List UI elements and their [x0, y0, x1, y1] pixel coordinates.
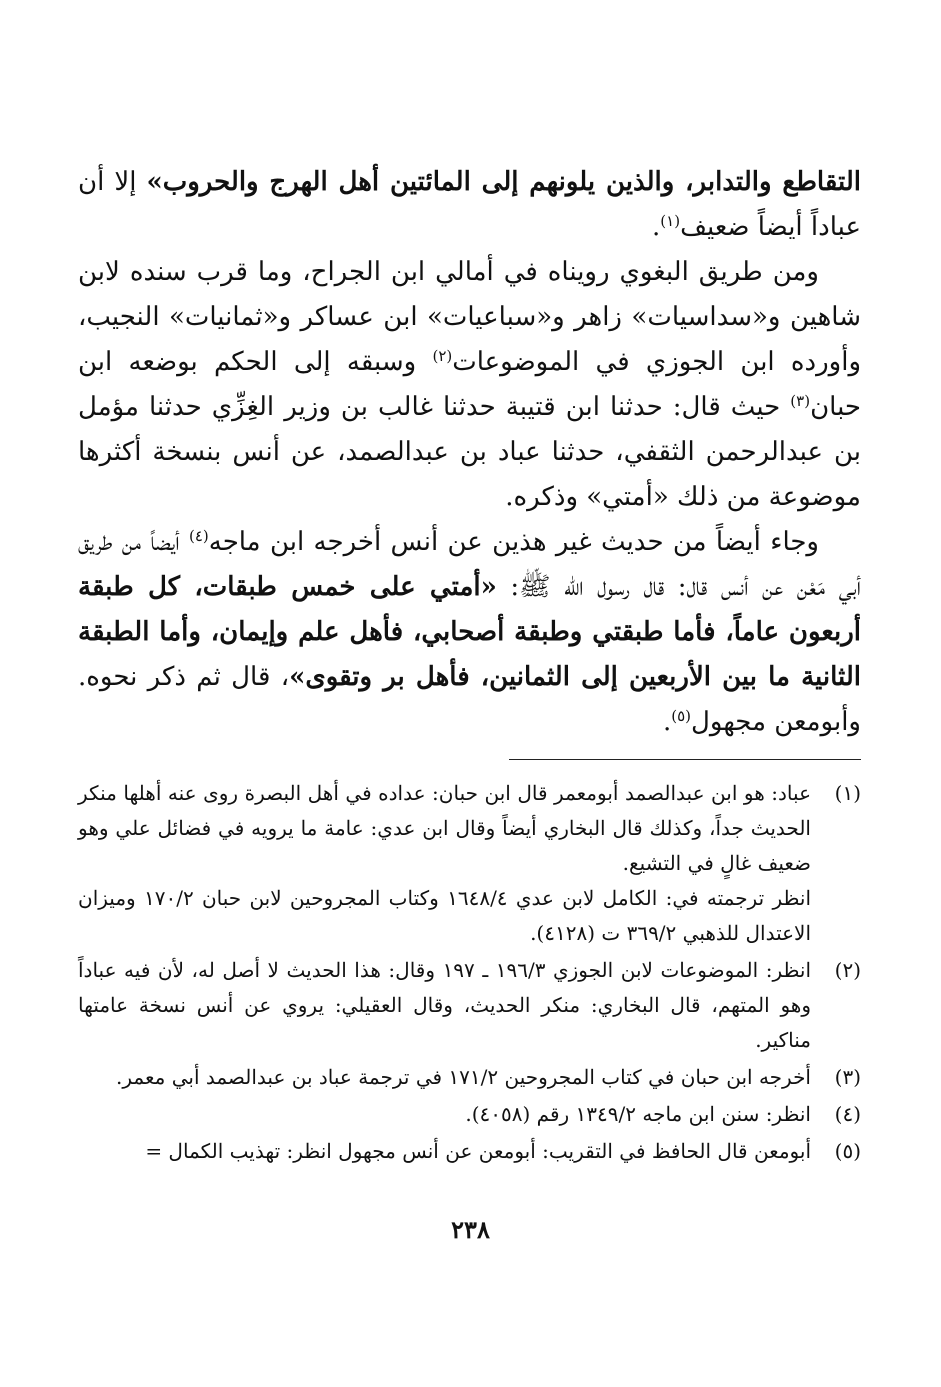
footnote-number: (٣): [834, 1065, 861, 1089]
footnote-ref-1[interactable]: (١): [660, 212, 681, 230]
footnote-5: [78, 1134, 861, 1169]
footnote-text: أبومعن قال الحافظ في التقريب: أبومعن عن أنس مجهول انظر: تهذيب الكمال =: [145, 1139, 811, 1163]
footnote-number: (٥): [834, 1139, 861, 1163]
hadith-text-bold: التقاطع والتدابر، والذين يلونهم إلى المائتين أهل الهرج والحروب»: [146, 167, 861, 197]
footnotes: [78, 776, 861, 1169]
hadith-text-bold: «أمتي على خمس طبقات، كل طبقة أربعون عاماً، فأما طبقتي وطبقة أصحابي، فأهل علم وإيمان، وأما الطبقة الثانية ما بين الأربعين إلى الثمانين، فأهل بر وتقوى»: [78, 572, 862, 692]
footnote-ref-3[interactable]: (٣): [790, 392, 811, 410]
footnote-body: [78, 1060, 811, 1095]
footnote-3: [78, 1060, 861, 1095]
main-text: [78, 160, 861, 745]
footnote-text: عباد: هو ابن عبدالصمد أبومعمر قال ابن حبان: عداده في أهل البصرة روى عنه أهلها منكر الحديث جداً، وكذلك قال البخاري أيضاً وقال ابن عدي: عامة ما يرويه في فضائل علي وهو ضعيف غالٍ في التشيع.: [78, 781, 811, 875]
footnote-4: [78, 1097, 861, 1132]
footnote-body: [78, 1134, 811, 1169]
page-number: ٢٣٨: [451, 1215, 490, 1244]
paragraph-text: حيث قال: حدثنا ابن قتيبة حدثنا غالب بن وزير الغِزِّي حدثنا مؤمل بن عبدالرحمن الثقفي، حدثنا عباد بن عبدالصمد، عن أنس بنسخة أكثرها موضوعة من ذلك «أمتي» وذكره.: [78, 392, 861, 512]
paragraph-2: [78, 250, 861, 520]
paragraph-1: [78, 160, 861, 250]
paragraph-text: إلا أن عباداً أيضاً ضعيف: [78, 167, 861, 242]
footnote-text: أخرجه ابن حبان في كتاب المجروحين ١٧١/٢ في ترجمة عباد بن عبدالصمد أبي معمر.: [116, 1065, 811, 1089]
footnote-body: [78, 776, 811, 951]
footnote-ref-2[interactable]: (٢): [432, 347, 453, 365]
paragraph-text: .: [652, 212, 661, 242]
paragraph-text: .: [662, 707, 672, 737]
paragraph-text: أيضاً من طريق أبي مَعْن عن أنس قال: قال رسول الله ﷺ:: [78, 527, 861, 602]
footnote-text: انظر ترجمته في: الكامل لابن عدي ١٦٤٨/٤ وكتاب المجروحين لابن حبان ١٧٠/٢ وميزان الاعتدال للذهبي ٣٦٩/٢ ت (٤١٢٨).: [78, 886, 812, 945]
footnote-1: [78, 776, 861, 951]
paragraph-text: ومن طريق البغوي رويناه في أمالي ابن الجراح، وما قرب سنده لابن شاهين و«سداسيات» زاهر و«سباعيات» ابن عساكر و«ثمانيات» النجيب، وأورده ابن الجوزي في الموضوعات: [78, 257, 861, 377]
book-page: [78, 160, 861, 1387]
paragraph-text: ، قال ثم ذكر نحوه. وأبومعن مجهول: [78, 662, 861, 737]
footnote-separator: [509, 759, 861, 760]
footnote-ref-5[interactable]: (٥): [671, 707, 691, 725]
footnote-2: [78, 953, 861, 1058]
paragraph-text: وجاء أيضاً من حديث غير هذين عن أنس أخرجه ابن ماجه: [208, 527, 819, 557]
footnote-body: [78, 1097, 811, 1132]
footnote-number: (٢): [834, 958, 861, 982]
footnote-body: [78, 953, 811, 1058]
footnote-ref-4[interactable]: (٤): [188, 527, 209, 545]
footnote-number: (١): [834, 781, 861, 805]
paragraph-text: وسبقه إلى الحكم بوضعه ابن حبان: [78, 347, 861, 422]
paragraph-3: [78, 520, 861, 745]
footnote-text: انظر: سنن ابن ماجه ١٣٤٩/٢ رقم (٤٠٥٨).: [465, 1102, 811, 1126]
footnote-number: (٤): [834, 1102, 861, 1126]
footnote-text: انظر: الموضوعات لابن الجوزي ١٩٦/٣ ـ ١٩٧ وقال: هذا الحديث لا أصل له، لأن فيه عباداً وهو المتهم، قال البخاري: منكر الحديث، وقال العقيلي: يروي عن أنس نسخة عامتها مناكير.: [78, 958, 812, 1052]
